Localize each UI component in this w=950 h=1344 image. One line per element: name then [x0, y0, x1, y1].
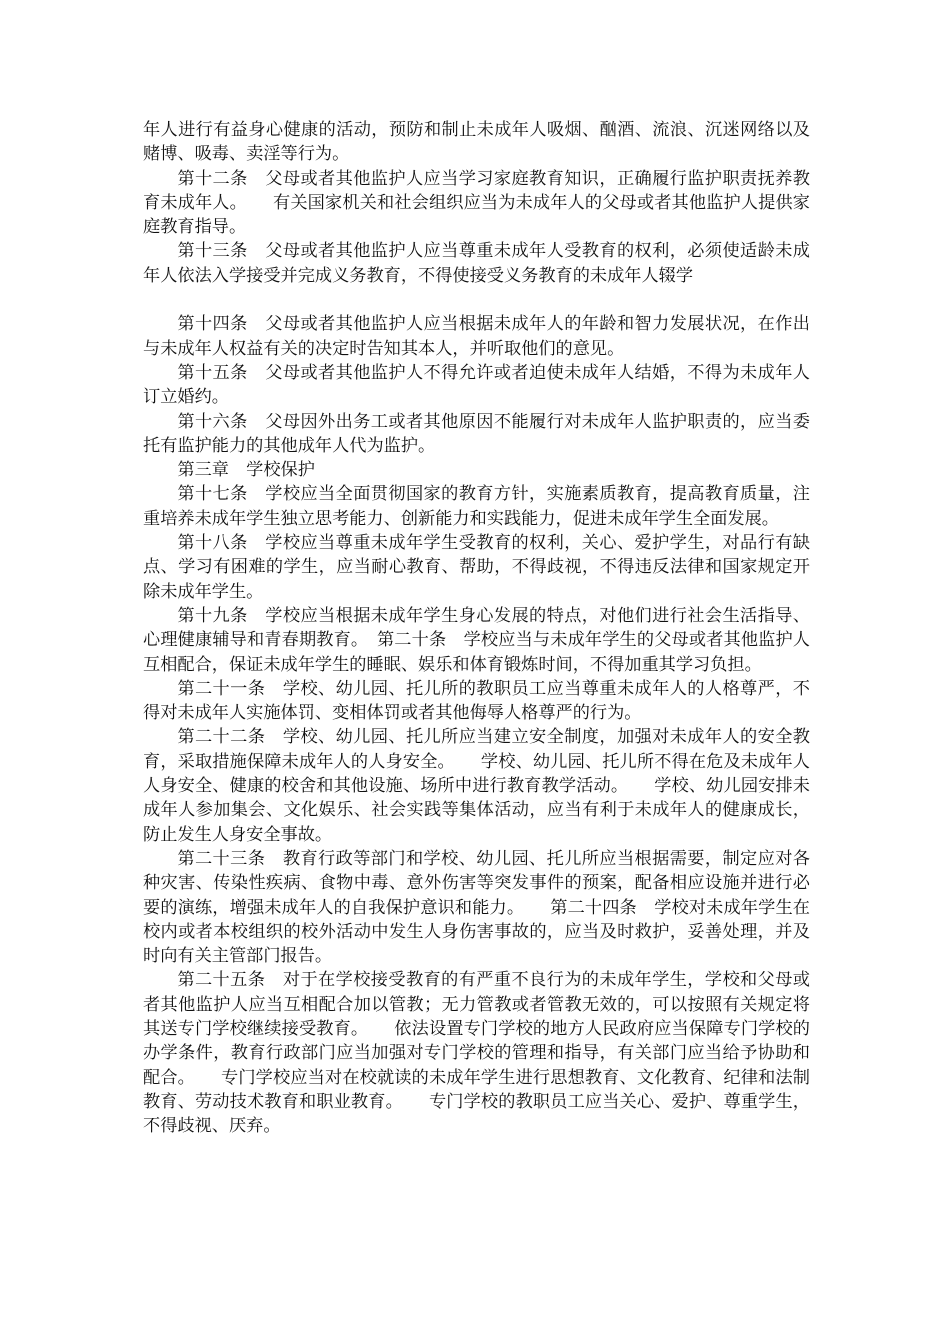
article-13: 第十三条 父母或者其他监护人应当尊重未成年人受教育的权利，必须使适龄未成年人依法入学接受并完成义务教育，不得使接受义务教育的未成年人辍学 — [143, 241, 810, 286]
article-15: 第十五条 父母或者其他监护人不得允许或者迫使未成年人结婚，不得为未成年人订立婚约。 — [143, 362, 810, 408]
article-25: 第二十五条 对于在学校接受教育的有严重不良行为的未成年学生，学校和父母或者其他监护人应当互相配合加以管教；无力管教或者管教无效的，可以按照有关规定将其送专门学校继续接受教育。 依法设置专门学校的地方人民政府应当保障专门学校的办学条件，教育行政部门应当加强对专门学校的管理和指导，有关部门应当给予协助和配合。 专门学校应当对在校就读的未成年学生进行思想教育、文化教育、纪律和法制教育、劳动技术教育和职业教育。 专门学校的教职员工应当关心、爱护、尊重学生，不得歧视、厌弃。 — [143, 970, 810, 1137]
article-16: 第十六条 父母因外出务工或者其他原因不能履行对未成年人监护职责的，应当委托有监护能力的其他成年人代为监护。 — [143, 411, 810, 456]
article-12: 第十二条 父母或者其他监护人应当学习家庭教育知识，正确履行监护职责抚养教育未成年人。 有关国家机关和社会组织应当为未成年人的父母或者其他监护人提供家庭教育指导。 — [143, 168, 810, 238]
chapter-heading: 第三章 学校保护 — [177, 460, 315, 481]
article-14: 第十四条 父母或者其他监护人应当根据未成年人的年龄和智力发展状况，在作出与未成年人权益有关的决定时告知其本人，并听取他们的意见。 — [143, 314, 810, 359]
article-21: 第二十一条 学校、幼儿园、托儿所的教职员工应当尊重未成年人的人格尊严，不得对未成年人实施体罚、变相体罚或者其他侮辱人格尊严的行为。 — [143, 678, 810, 724]
paragraph-continuation: 年人进行有益身心健康的活动，预防和制止未成年人吸烟、酗酒、流浪、沉迷网络以及赌博、吸毒、卖淫等行为。 — [143, 120, 810, 165]
article-23-24: 第二十三条 教育行政等部门和学校、幼儿园、托儿所应当根据需要，制定应对各种灾害、传染性疾病、食物中毒、意外伤害等突发事件的预案，配备相应设施并进行必要的演练，增强未成年人的自我保护意识和能力。 第二十四条 学校对未成年学生在校内或者本校组织的校外活动中发生人身伤害事故的，应当及时救护，妥善处理，并及时向有关主管部门报告。 — [143, 848, 810, 967]
article-17: 第十七条 学校应当全面贯彻国家的教育方针，实施素质教育，提高教育质量，注重培养未成年学生独立思考能力、创新能力和实践能力，促进未成年学生全面发展。 — [143, 484, 810, 529]
article-19-20: 第十九条 学校应当根据未成年学生身心发展的特点，对他们进行社会生活指导、心理健康辅导和青春期教育。 第二十条 学校应当与未成年学生的父母或者其他监护人互相配合，保证未成年学生的睡眠、娱乐和体育锻炼时间，不得加重其学习负担。 — [143, 605, 810, 675]
article-18: 第十八条 学校应当尊重未成年学生受教育的权利，关心、爱护学生，对品行有缺点、学习有困难的学生，应当耐心教育、帮助，不得歧视，不得违反法律和国家规定开除未成年学生。 — [143, 533, 810, 602]
article-22: 第二十二条 学校、幼儿园、托儿所应当建立安全制度，加强对未成年人的安全教育，采取措施保障未成年人的人身安全。 学校、幼儿园、托儿所不得在危及未成年人人身安全、健康的校舍和其他设施、场所中进行教育教学活动。 学校、幼儿园安排未成年人参加集会、文化娱乐、社会实践等集体活动，应当有利于未成年人的健康成长，防止发生人身安全事故。 — [143, 727, 810, 845]
document-body — [143, 118, 810, 1138]
